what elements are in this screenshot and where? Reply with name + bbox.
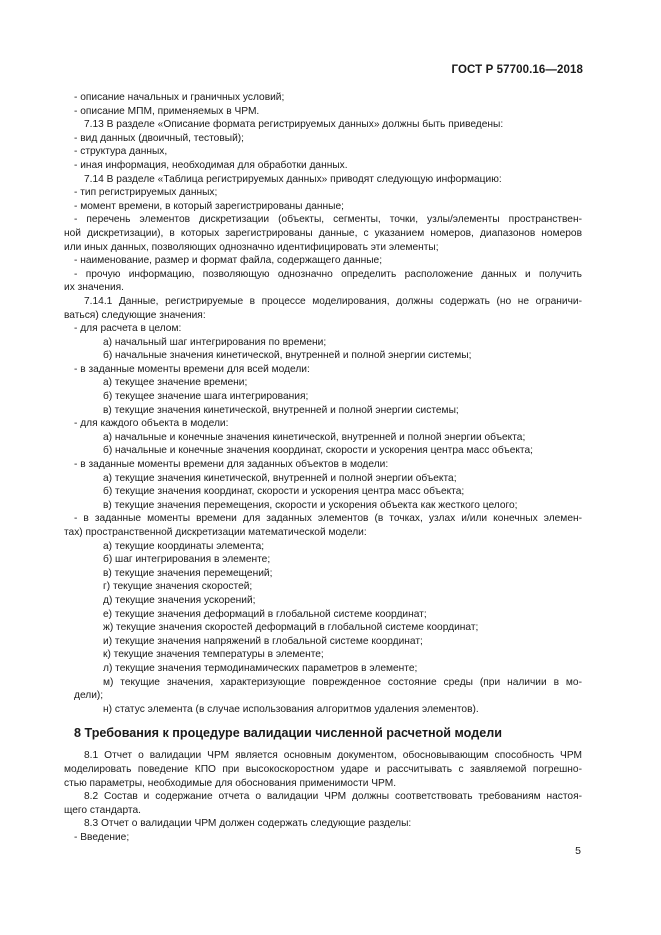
text-line: к) текущие значения температуры в элементе;: [103, 649, 324, 661]
document-id: ГОСТ Р 57700.16—2018: [451, 64, 583, 76]
text-line: моделировать поведение КПО при высокоскоростном ударе и рассчитывать с заявляемой погрешно-: [64, 763, 582, 775]
text-line: 7.14.1 Данные, регистрируемые в процессе моделирования, должны содержать (но не ограничи-: [84, 295, 582, 307]
text-line: 7.14 В разделе «Таблица регистрируемых данных» приводят следующую информацию:: [84, 173, 502, 185]
text-line: 8.1 Отчет о валидации ЧРМ является основным документом, обосновывающим способность ЧРМ: [84, 750, 582, 762]
text-line: - прочую информацию, позволяющую однозначно определить расположение данных и получить: [74, 268, 582, 280]
text-line: - для каждого объекта в модели:: [74, 418, 229, 430]
text-line: е) текущие значения деформаций в глобальной системе координат;: [103, 608, 427, 620]
text-line: а) текущее значение времени;: [103, 377, 248, 389]
text-line: а) текущие значения кинетической, внутренней и полной энергии объекта;: [103, 472, 457, 484]
text-line: стью параметры, необходимые для обоснования применимости ЧРМ.: [64, 777, 397, 789]
text-line: тах) пространственной дискретизации математической модели:: [64, 527, 367, 538]
text-line: в) текущие значения перемещений;: [103, 567, 273, 579]
text-line: дели);: [74, 690, 104, 702]
text-line: л) текущие значения термодинамических параметров в элементе;: [103, 662, 418, 674]
section-8-text: [64, 749, 582, 844]
text-line: ной дискретизации), в которых зарегистрированы данные, с указанием номеров, диапазонов номеров: [64, 227, 582, 239]
text-line: или иных данных, позволяющих однозначно идентифицировать эти элементы;: [64, 241, 439, 253]
text-line: - в заданные моменты времени для заданных элементов (в точках, узлах и/или конечных элемен-: [74, 513, 582, 525]
text-line: - иная информация, необходимая для обработки данных.: [74, 159, 348, 171]
page-number: 5: [575, 845, 581, 857]
text-line: - тип регистрируемых данных;: [74, 187, 218, 199]
text-line: б) текущие значения координат, скорости и ускорения центра масс объекта;: [103, 486, 465, 498]
text-line: в) текущие значения перемещения, скорости и ускорения объекта как жесткого целого;: [103, 499, 518, 511]
text-line: 8.2 Состав и содержание отчета о валидации ЧРМ должны соответствовать требованиям настоя-: [84, 791, 582, 803]
text-line: - описание МПМ, применяемых в ЧРМ.: [74, 105, 260, 117]
text-line: - в заданные моменты времени для всей модели:: [74, 363, 310, 375]
text-line: н) статус элемента (в случае использования алгоритмов удаления элементов).: [103, 703, 479, 715]
text-line: м) текущие значения, характеризующие поврежденное состояние среды (при наличии в мо-: [103, 676, 582, 688]
text-line: - наименование, размер и формат файла, содержащего данные;: [74, 255, 383, 267]
text-line: - Введение;: [74, 831, 130, 843]
text-line: - в заданные моменты времени для заданных объектов в модели:: [74, 459, 389, 471]
text-line: б) шаг интегрирования в элементе;: [103, 554, 271, 566]
text-line: - для расчета в целом:: [74, 323, 182, 335]
text-line: а) начальный шаг интегрирования по времени;: [103, 336, 327, 348]
text-line: щего стандарта.: [64, 804, 141, 816]
text-line: б) начальные значения кинетической, внутренней и полной энергии системы;: [103, 350, 472, 362]
text-line: б) начальные и конечные значения координат, скорости и ускорения центра масс объекта;: [103, 445, 533, 457]
text-line: ваться) следующие значения:: [64, 309, 206, 321]
text-line: в) текущие значения кинетической, внутренней и полной энергии системы;: [103, 404, 459, 416]
text-line: - структура данных,: [74, 146, 168, 158]
text-line: 7.13 В разделе «Описание формата регистрируемых данных» должны быть приведены:: [84, 119, 504, 131]
text-line: г) текущие значения скоростей;: [103, 581, 253, 593]
text-line: ж) текущие значения скоростей деформаций в глобальной системе координат;: [103, 622, 479, 634]
text-line: и) текущие значения напряжений в глобальной системе координат;: [103, 635, 423, 647]
text-line: - момент времени, в который зарегистрированы данные;: [74, 200, 345, 212]
text-line: - вид данных (двоичный, тестовый);: [74, 132, 244, 144]
page-body: [64, 91, 582, 844]
text-line: б) текущее значение шага интегрирования;: [103, 391, 309, 403]
text-line: - описание начальных и граничных условий;: [74, 92, 285, 103]
text-line: а) текущие координаты элемента;: [103, 540, 265, 552]
text-line: д) текущие значения ускорений;: [103, 594, 256, 606]
text-line: а) начальные и конечные значения кинетической, внутренней и полной энергии объекта;: [103, 431, 526, 443]
section-7-text: [64, 91, 582, 716]
text-line: их значения.: [64, 282, 124, 294]
section-8-heading: 8 Требования к процедуре валидации численной расчетной модели: [74, 726, 502, 741]
text-line: - перечень элементов дискретизации (объекты, сегменты, точки, узлы/элементы пространствен-: [74, 214, 582, 226]
text-line: 8.3 Отчет о валидации ЧРМ должен содержать следующие разделы:: [84, 818, 412, 830]
